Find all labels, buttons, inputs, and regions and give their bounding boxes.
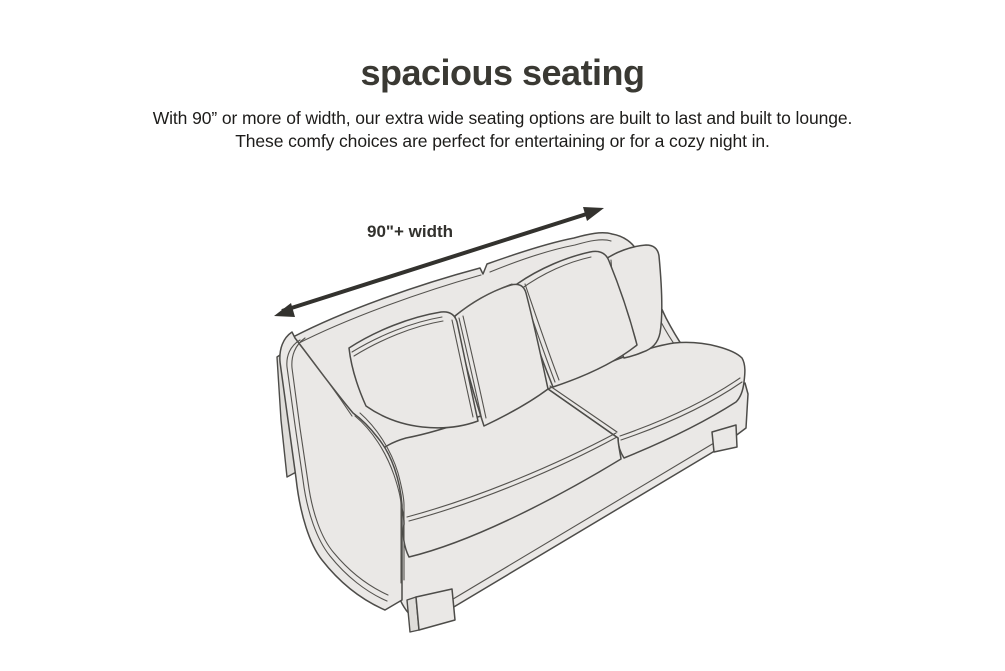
page-title: spacious seating bbox=[360, 52, 645, 93]
front-foot-face bbox=[416, 589, 455, 630]
arrow-head-right bbox=[583, 207, 604, 221]
description-line-2: These comfy choices are perfect for entertaining or for a cozy night in. bbox=[235, 130, 770, 151]
arrow-head-left bbox=[274, 303, 295, 317]
dimension-label: 90"+ width bbox=[367, 222, 453, 241]
sofa-illustration bbox=[277, 233, 748, 632]
description-line-1: With 90” or more of width, our extra wide seating options are built to last and built to lounge. bbox=[152, 108, 853, 128]
